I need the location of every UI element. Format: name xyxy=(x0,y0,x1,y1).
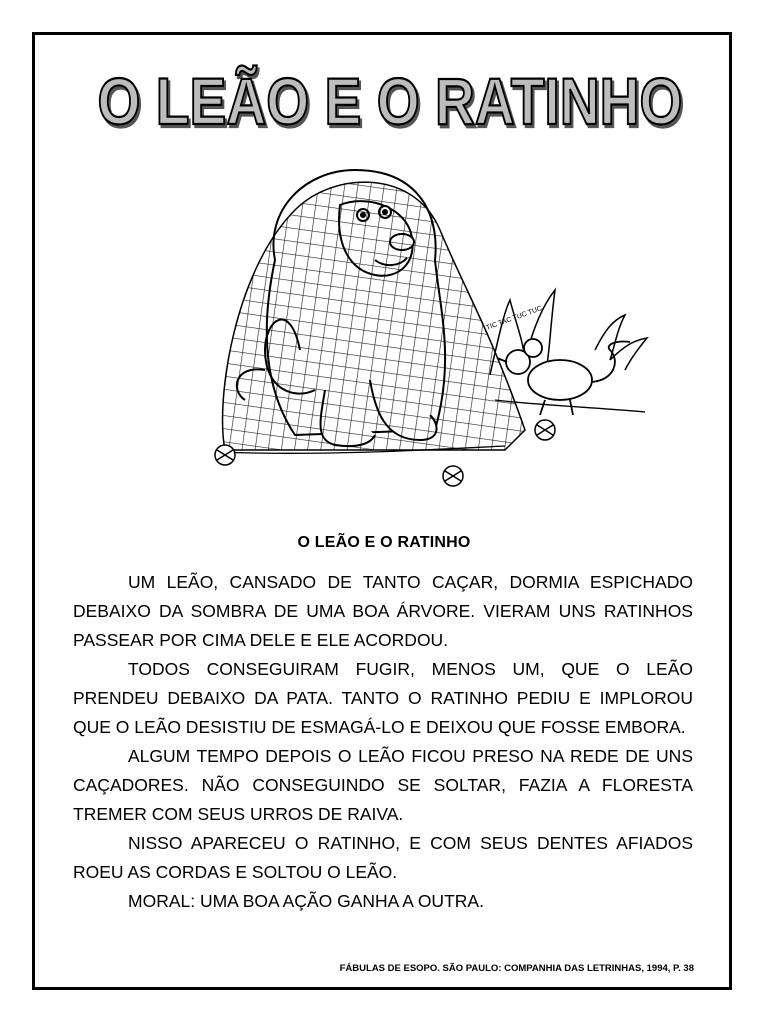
header-title-text: O LEÃO E O RATINHO xyxy=(97,64,683,138)
story-title: O LEÃO E O RATINHO xyxy=(297,534,471,551)
story-paragraph: TODOS CONSEGUIRAM FUGIR, MENOS UM, QUE O LEÃO PRENDEU DEBAIXO DA PATA. TANTO O RATINHO PEDIU E IMPLOROU QUE O LEÃO DESISTIU DE ESMAGÁ-LO E DEIXOU QUE FOSSE EMBORA. xyxy=(73,659,693,737)
mouse xyxy=(497,339,630,415)
story-paragraph: ALGUM TEMPO DEPOIS O LEÃO FICOU PRESO NA REDE DE UNS CAÇADORES. NÃO CONSEGUINDO SE SOLTAR, FAZIA A FLORESTA TREMER COM SEUS URROS DE RAIVA. xyxy=(73,746,693,824)
story-moral: MORAL: UMA BOA AÇÃO GANHA A OUTRA. xyxy=(128,891,484,911)
story-body xyxy=(73,568,693,916)
story-paragraph: UM LEÃO, CANSADO DE TANTO CAÇAR, DORMIA ESPICHADO DEBAIXO DA SOMBRA DE UMA BOA ÁRVORE. VIERAM UNS RATINHOS PASSEAR POR CIMA DELE E ELE ACORDOU. xyxy=(73,572,693,650)
citation: FÁBULAS DE ESOPO. SÃO PAULO: COMPANHIA DAS LETRINHAS, 1994, P. 38 xyxy=(339,963,694,974)
header-title xyxy=(90,60,690,140)
story-paragraph: NISSO APARECEU O RATINHO, E COM SEUS DENTES AFIADOS ROEU AS CORDAS E SOLTOU O LEÃO. xyxy=(73,833,693,882)
lion-and-mouse-illustration xyxy=(205,150,655,490)
mouse-scribble: TIC TAC TUC TUC xyxy=(485,305,544,332)
